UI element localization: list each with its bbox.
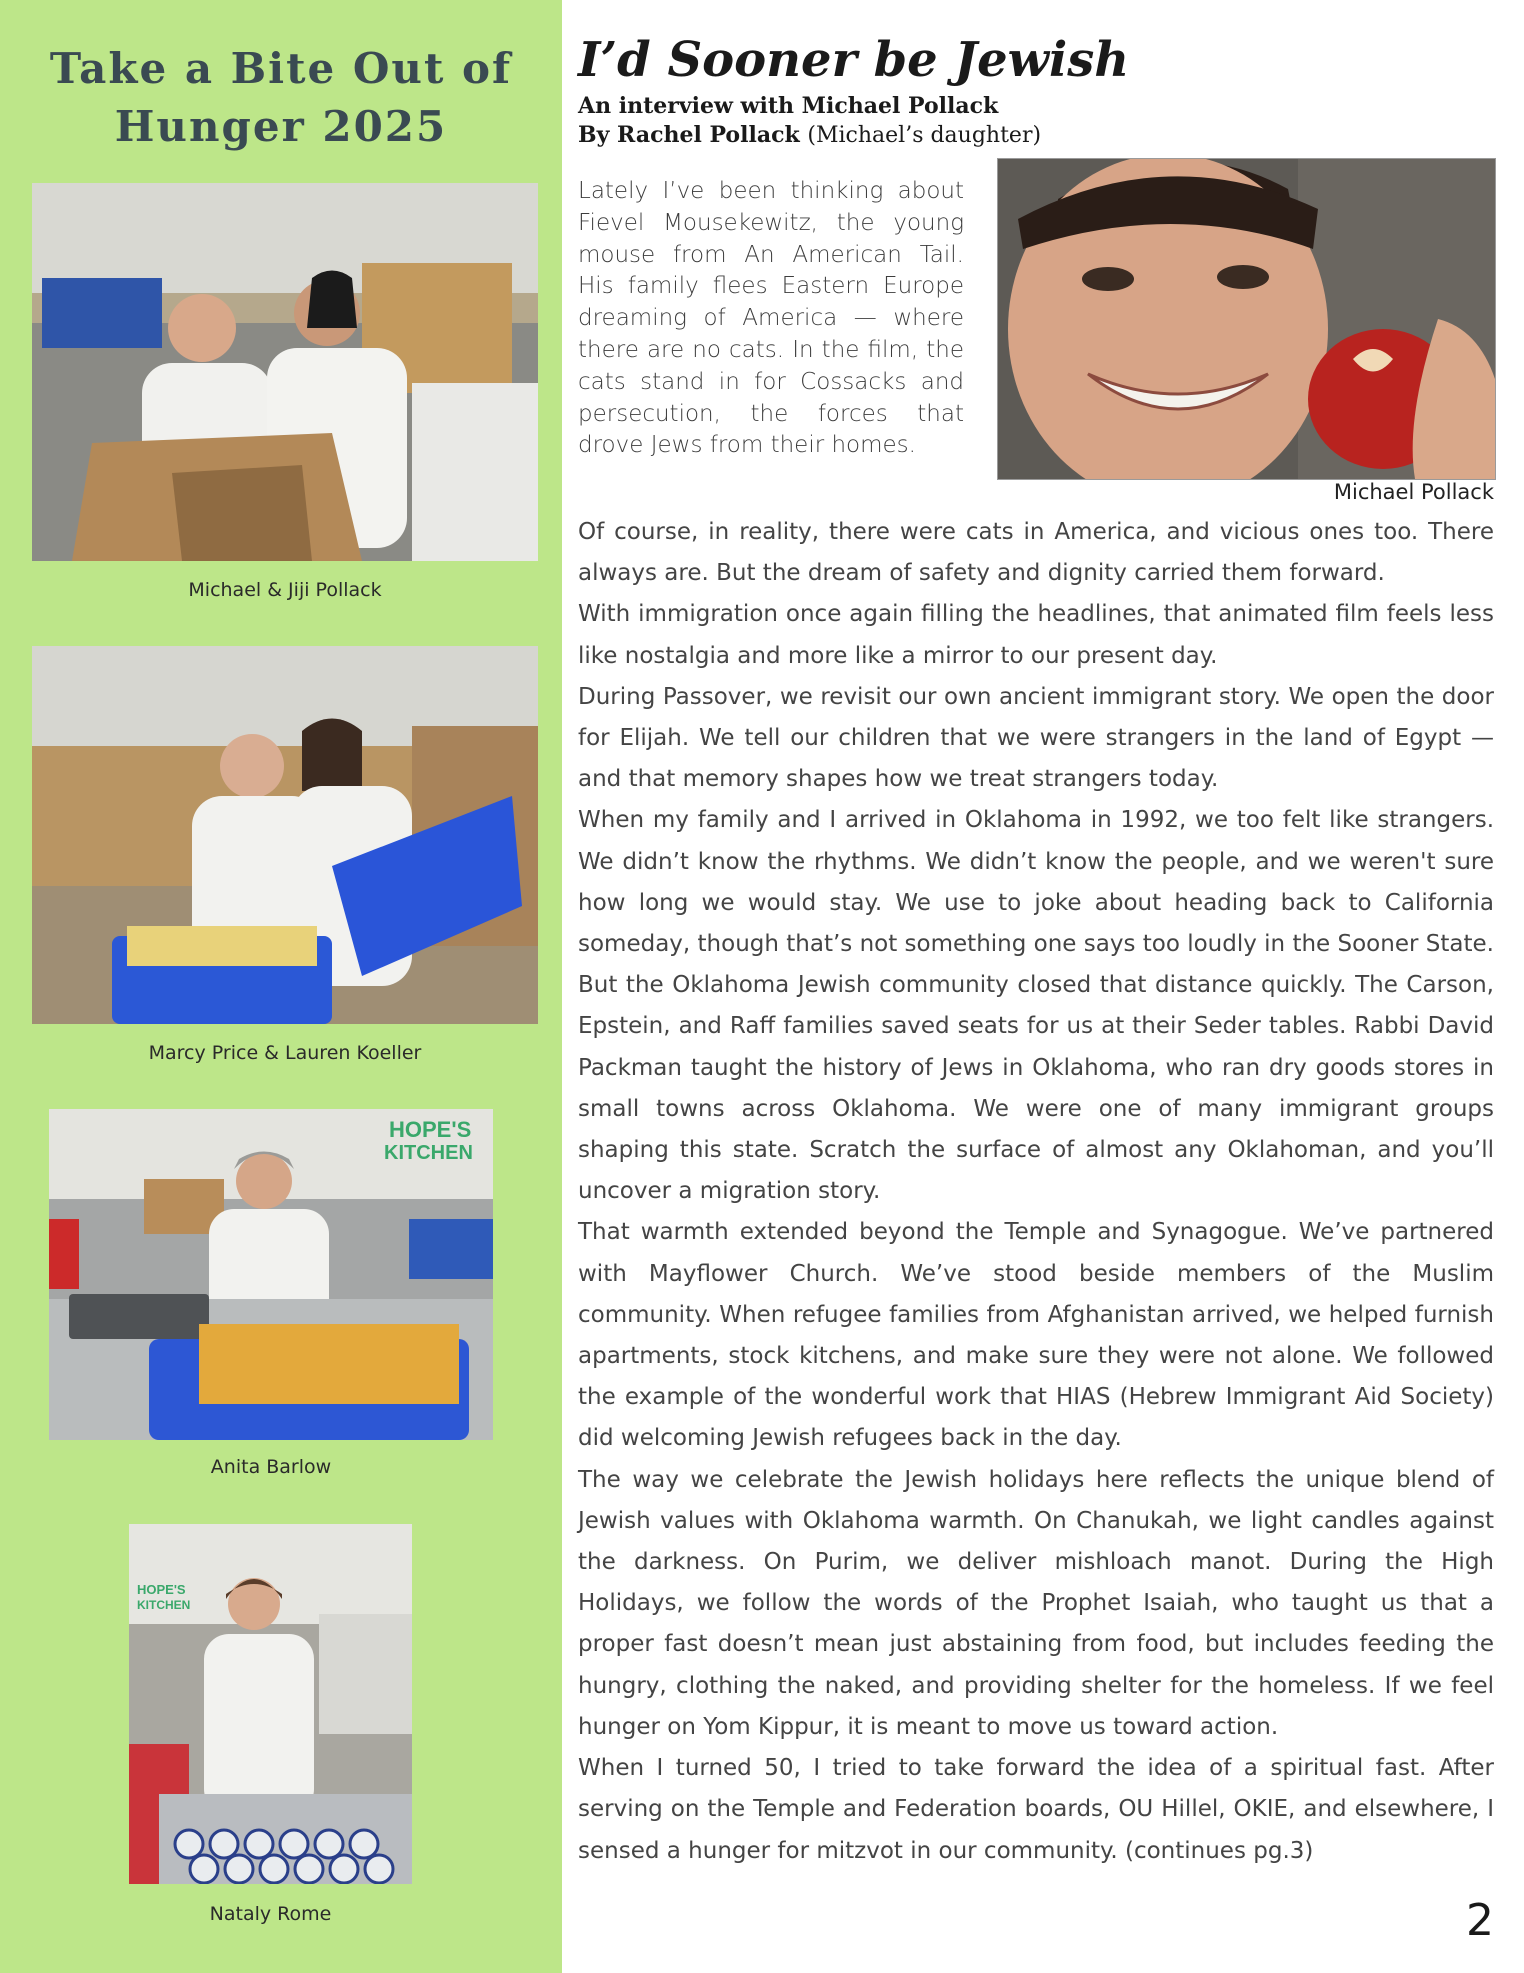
photo-caption-2: Marcy Price & Lauren Koeller bbox=[148, 1042, 422, 1064]
article-byline bbox=[578, 122, 1041, 148]
body-paragraph: But the Oklahoma Jewish community closed that distance quickly. The Carson, Epstein, and Raff families saved seats for us at their Seder tables. Rabbi David Packman taught the history of Jews in Oklahoma, who ran dry goods stores in small towns across Oklahoma. We were one of many immigrant groups shaping this state. Scratch the surface of almost any Oklahoman, and you’ll uncover a migration story. bbox=[578, 972, 1494, 1205]
page-number: 2 bbox=[1466, 1895, 1494, 1946]
photo-nataly bbox=[129, 1524, 412, 1884]
svg-text:HOPE'S: HOPE'S bbox=[137, 1582, 186, 1597]
photo-caption-1: Michael & Jiji Pollack bbox=[188, 579, 382, 601]
body-paragraph: Of course, in reality, there were cats in America, and vicious ones too. There always are. But the dream of safety and dignity carried them forward. bbox=[578, 519, 1494, 587]
portrait-photo bbox=[997, 158, 1496, 480]
intro-paragraph: Lately I’ve been thinking about Fievel Mousekewitz, the young mouse from An American Tail. His family flees Eastern Europe dreaming of America — where there are no cats. In the film, the cats stand in for Cossacks and persecution, the forces that drove Jews from their homes. bbox=[578, 178, 964, 459]
article-title: I’d Sooner be Jewish bbox=[578, 32, 1130, 88]
photo-caption-3: Anita Barlow bbox=[210, 1456, 332, 1478]
body-paragraph: During Passover, we revisit our own ancient immigrant story. We open the door for Elijah. We tell our children that we were strangers in the land of Egypt — and that memory shapes how we treat strangers today. bbox=[578, 683, 1494, 793]
body-paragraph: When my family and I arrived in Oklahoma in 1992, we too felt like strangers. We didn’t know the rhythms. We didn’t know the people, and we weren't sure how long we would stay. We use to joke about heading back to California someday, though that’s not something one says too loudly in the Sooner State. bbox=[578, 807, 1494, 958]
photo-michael-jiji bbox=[32, 183, 538, 561]
svg-text:KITCHEN: KITCHEN bbox=[384, 1142, 473, 1164]
body-paragraph: That warmth extended beyond the Temple and Synagogue. We’ve partnered with Mayflower Church. We’ve stood beside members of the Muslim community. When refugee families from Afghanistan arrived, we helped furnish apartments, stock kitchens, and make sure they were not alone. We followed the example of the wonderful work that HIAS (Hebrew Immigrant Aid Society) did welcoming Jewish refugees back in the day. bbox=[578, 1219, 1494, 1452]
sidebar-title-line1: Take a Bite Out of bbox=[49, 44, 513, 93]
sidebar-panel bbox=[0, 0, 562, 1973]
svg-text:KITCHEN: KITCHEN bbox=[137, 1598, 191, 1612]
article-body bbox=[578, 512, 1494, 1872]
body-paragraph: When I turned 50, I tried to take forward the idea of a spiritual fast. After serving on the Temple and Federation boards, OU Hillel, OKIE, and elsewhere, I sensed a hunger for mitzvot in our community. (continues pg.3) bbox=[578, 1755, 1494, 1864]
sidebar-title bbox=[0, 40, 562, 156]
sidebar-title-line2: Hunger 2025 bbox=[114, 102, 448, 151]
article-subtitle: An interview with Michael Pollack bbox=[578, 93, 999, 119]
photo-caption-4: Nataly Rome bbox=[209, 1903, 332, 1925]
photo-anita bbox=[49, 1109, 493, 1440]
body-paragraph: With immigration once again filling the headlines, that animated film feels less like nostalgia and more like a mirror to our present day. bbox=[578, 601, 1494, 669]
byline-author: By Rachel Pollack bbox=[578, 122, 800, 148]
svg-text:HOPE'S: HOPE'S bbox=[389, 1117, 472, 1142]
body-paragraph: The way we celebrate the Jewish holidays here reflects the unique blend of Jewish values with Oklahoma warmth. On Chanukah, we light candles against the darkness. On Purim, we deliver mishloach manot. During the High Holidays, we follow the words of the Prophet Isaiah, who taught us that a proper fast doesn’t mean just abstaining from food, but includes feeding the hungry, clothing the naked, and providing shelter for the homeless. If we feel hunger on Yom Kippur, it is meant to move us toward action. bbox=[578, 1466, 1494, 1740]
portrait-caption: Michael Pollack bbox=[1333, 480, 1494, 504]
photo-marcy-lauren bbox=[32, 646, 538, 1024]
byline-note: (Michael’s daughter) bbox=[807, 123, 1042, 148]
